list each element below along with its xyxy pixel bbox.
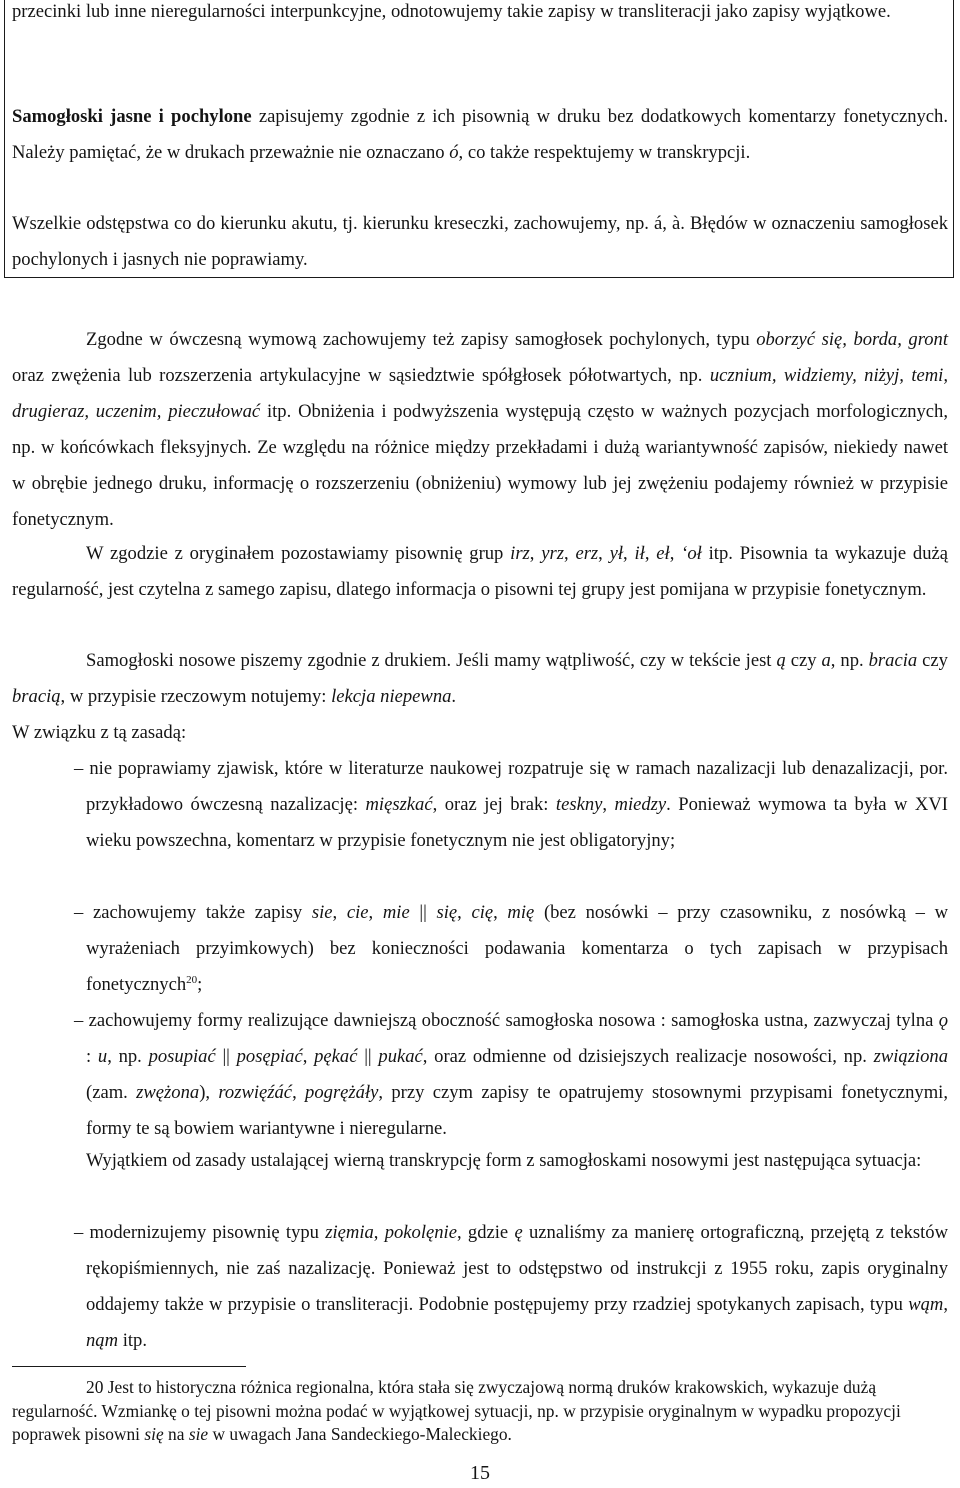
text: czy (790, 650, 817, 671)
italic-text: mięszkać (365, 794, 433, 815)
italic-text: sie (188, 1424, 209, 1444)
text: || (364, 1046, 372, 1067)
text: , gdzie (456, 1222, 509, 1243)
italic-text: eł (656, 543, 670, 564)
italic-text: pogrężáły (305, 1082, 379, 1103)
text: : (86, 1046, 92, 1067)
text: ; (197, 974, 203, 995)
italic-text: rozwięźáć (218, 1082, 293, 1103)
italic-text: mię (507, 902, 535, 923)
text: – zachowujemy także zapisy (74, 902, 303, 923)
italic-text: zięmia (325, 1222, 374, 1243)
italic-text: cie (346, 902, 369, 923)
text: , przy czym zapisy te opatrujemy stosownymi przypisami fonetycznymi, formy te są bowiem wariantywne i nieregularne. (86, 1082, 948, 1139)
italic-text: ył (609, 543, 624, 564)
paragraph-5 (12, 1143, 948, 1179)
text: (bez nosówki – przy czasowniku, z nosówką – w wyrażeniach przyimkowych) bez konieczności podawania komentarza o tych zapisach w przypisach fonetycznych (86, 902, 949, 995)
italic-text: bracią (12, 686, 61, 707)
text: , np. (107, 1046, 142, 1067)
italic-text: ą (776, 650, 786, 671)
text: W zgodzie z oryginałem pozostawiamy pisownię grup (86, 543, 504, 564)
footnote-separator (12, 1366, 246, 1367)
text: czy (922, 650, 948, 671)
paragraph-3 (12, 643, 948, 715)
italic-text: związiona (873, 1046, 949, 1067)
italic-text: yrz (541, 543, 564, 564)
footnote (12, 1376, 948, 1447)
footnote-ref[interactable]: 20 (186, 974, 198, 986)
text: w uwagach Jana Sandeckiego-Maleckiego. (212, 1424, 512, 1444)
italic-text: cię (471, 902, 494, 923)
text: . (451, 686, 457, 707)
highlighted-box (4, 0, 954, 278)
text: itp. (122, 1330, 147, 1351)
italic-text: sie (311, 902, 333, 923)
dash-item-4: – modernizujemy pisownię typu zięmia, pokolęnie, gdzie ę uznaliśmy za manierę ortograficzną, przejętą z tekstów rękopiśmiennych, nie zaś nazalizację. Ponieważ jest to odstępstwo od instrukcji z 1955 roku, zapis oryginalny oddajemy także w przypisie o transliteracji. Podobnie postępujemy przy rzadziej spotykanych zapisach, typu wąm, nąm itp. (74, 1222, 949, 1351)
text: zapisujemy zgodnie z ich pisownią w druku bez dodatkowych komentarzy fonetycznych. Należy pamiętać, że w drukach przeważnie nie oznaczano (12, 106, 948, 163)
text: oraz zwężenia lub rozszerzenia artykulacyjne w sąsiedztwie spółgłosek półotwartych, np. (12, 365, 703, 386)
text: itp. Pisownia ta wykazuje dużą regularność, jest czytelna z samego zapisu, dlatego informacja o pisowni tej grupy jest pomijana w przypisie fonetycznym. (12, 543, 949, 600)
text: – nie poprawiamy zjawisk, które w literaturze naukowej rozpatruje się w ramach nazalizacji lub denazalizacji, por. przykładowo ówczesną nazalizację: (74, 758, 948, 815)
text: uznaliśmy za manierę ortograficzną, przejętą z tekstów rękopiśmiennych, nie zaś nazalizację. Ponieważ jest to odstępstwo od instrukcji z 1955 roku, zapis oryginalny oddajemy także w przypisie o transliteracji. Podobnie postępujemy przy rzadziej spotykanych zapisach, typu (86, 1222, 949, 1315)
text: – modernizujemy pisownię typu (74, 1222, 319, 1243)
italic-text: ó (449, 142, 459, 163)
text: , co także respektujemy w transkrypcji. (458, 142, 751, 163)
italic-text: ǫ (938, 1010, 949, 1031)
italic-text: u (97, 1046, 108, 1067)
paragraph-2: W zgodzie z oryginałem pozostawiamy pisownię grup irz, yrz, erz, ył, ił, eł, ʻoł itp. Pisownia ta wykazuje dużą regularność, jest czytelna z samego zapisu, dlatego informacja o pisowni tej grupy jest pomijana w przypisie fonetycznym. (12, 543, 949, 600)
text: ), (199, 1082, 211, 1103)
text: (zam. (86, 1082, 128, 1103)
italic-text: wąm (908, 1294, 944, 1315)
italic-text: się (144, 1424, 164, 1444)
text: Zgodne w ówczesną wymową zachowujemy też zapisy samogłosek pochylonych, typu (86, 329, 750, 350)
italic-text: posępiać (236, 1046, 303, 1067)
italic-text: ę (514, 1222, 523, 1243)
box-paragraph-1 (12, 0, 948, 30)
box-paragraph-3 (12, 206, 948, 278)
text: , oraz jej brak: (432, 794, 549, 815)
italic-text: miedzy (614, 794, 667, 815)
italic-text: pękać (314, 1046, 358, 1067)
italic-text: posupiać (148, 1046, 216, 1067)
dash-item-2: – zachowujemy także zapisy sie, cie, mie || się, cię, mię (bez nosówki – przy czasowniku, z nosówką – w wyrażeniach przyimkowych) bez konieczności podawania komentarza o tych zapisach w przypisach fonetycznych$^{20}$; (74, 902, 949, 995)
italic-text: oborzyć się, borda, gront (756, 329, 949, 350)
italic-text: zwężona (136, 1082, 200, 1103)
page-number: 15 (470, 1462, 490, 1484)
text: W związku z tą zasadą: (12, 722, 187, 743)
text: , np. (830, 650, 864, 671)
italic-text: bracia (868, 650, 918, 671)
bold-text: Samogłoski jasne i pochylone (12, 106, 252, 127)
italic-text: a (821, 650, 831, 671)
text: . Ponieważ wymowa ta była w XVI wieku powszechna, komentarz w przypisie fonetycznym nie jest obligatoryjny; (86, 794, 948, 851)
italic-text: lekcja niepewna (331, 686, 452, 707)
italic-text: pukać (378, 1046, 423, 1067)
italic-text: nąm (86, 1330, 119, 1351)
text: || (222, 1046, 230, 1067)
italic-text: teskny (555, 794, 603, 815)
text: Samogłoski nosowe piszemy zgodnie z drukiem. Jeśli mamy wątpliwość, czy w tekście jest (86, 650, 772, 671)
italic-text: się (436, 902, 458, 923)
dash-item-3: – zachowujemy formy realizujące dawniejszą oboczność samogłoska nosowa : samogłoska ustna, zazwyczaj tylna ǫ : u, np. posupiać || posępiać, pękać || pukać, oraz odmienne od dzisiejszych realizacje nosowości, np. związiona (zam. zwężona), rozwięźáć, pogrężáły, przy czym zapisy te opatrujemy stosownymi przypisami fonetycznymi, formy te są bowiem wariantywne i nieregularne. (74, 1010, 949, 1139)
italic-text: ʻoł (681, 543, 702, 564)
text: , w przypisie rzeczowym notujemy: (60, 686, 327, 707)
text: || (419, 902, 427, 923)
text: na (168, 1424, 185, 1444)
italic-text: pokolęnie (384, 1222, 457, 1243)
italic-text: erz (575, 543, 599, 564)
box-paragraph-2 (12, 99, 948, 171)
text: – zachowujemy formy realizujące dawniejszą oboczność samogłoska nosowa : samogłoska ustna, zazwyczaj tylna (74, 1010, 934, 1031)
text: , oraz odmienne od dzisiejszych realizacje nosowości, np. (422, 1046, 867, 1067)
italic-text: mie (382, 902, 410, 923)
dash-item-1: – nie poprawiamy zjawisk, które w literaturze naukowej rozpatruje się w ramach nazalizacji lub denazalizacji, por. przykładowo ówczesną nazalizację: mięszkać, oraz jej brak: teskny, miedzy. Ponieważ wymowa ta była w XVI wieku powszechna, komentarz w przypisie fonetycznym nie jest obligatoryjny; (74, 758, 948, 851)
italic-text: irz (510, 543, 530, 564)
text: przecinki lub inne nieregularności interpunkcyjne, odnotowujemy takie zapisy w transliteracji jako zapisy wyjątkowe. (12, 1, 891, 22)
text: Jest to historyczna różnica regionalna, która stała się zwyczajową normą druków krakowskich, wykazuje dużą regularność. Wzmiankę o tej pisowni można podać w wyjątkowej sytuacji, np. w przypisie oryginalnym w wypadku propozycji poprawek pisowni (12, 1377, 901, 1444)
paragraph-4 (12, 715, 948, 751)
italic-text: ucznium, widziemy, niżyj, temi, drugieraz, uczenim, pieczułować (12, 365, 948, 422)
text: Wszelkie odstępstwa co do kierunku akutu, tj. kierunku kreseczki, zachowujemy, np. á, à. Błędów w oznaczeniu samogłosek pochylonych i jasnych nie poprawiamy. (12, 213, 948, 270)
paragraph-1 (12, 322, 948, 538)
italic-text: ił (634, 543, 645, 564)
text: Wyjątkiem od zasady ustalającej wierną transkrypcję form z samogłoskami nosowymi jest następująca sytuacja: (86, 1150, 922, 1171)
footnote-number: 20 (86, 1377, 104, 1397)
text: itp. Obniżenia i podwyższenia występują często w ważnych pozycjach morfologicznych, np. w końcówkach fleksyjnych. Ze względu na różnice między przekładami i dużą wariantywność zapisów, niekiedy nawet w obrębie jednego druku, informację o rozszerzeniu (obniżeniu) wymowy lub jej zwężeniu podajemy również w przypisie fonetycznym. (12, 401, 948, 530)
